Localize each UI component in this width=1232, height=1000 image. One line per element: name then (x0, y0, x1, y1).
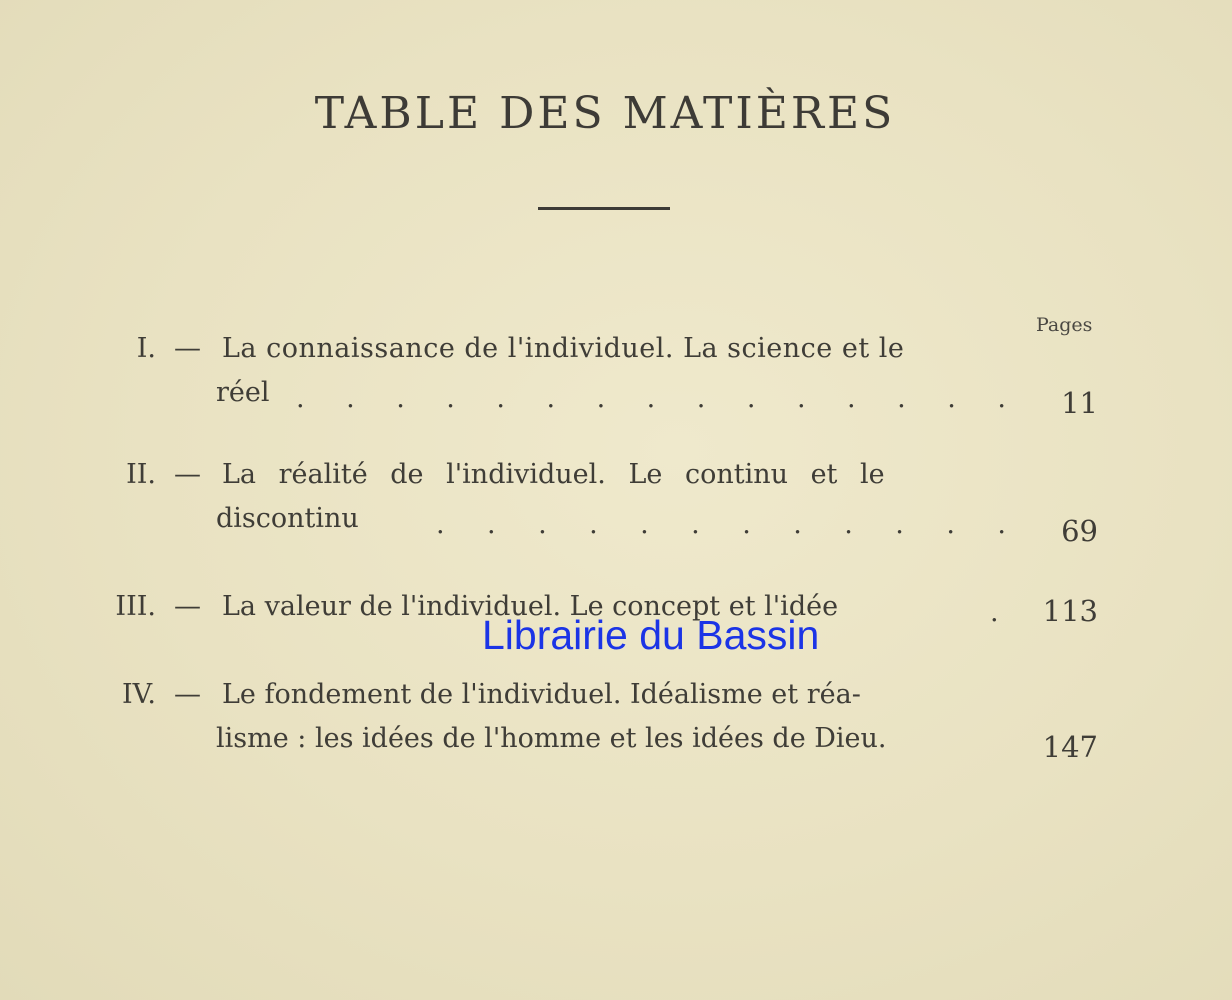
entry-number: IV. (121, 679, 156, 710)
entry-title-line2: lisme : les idées de l'homme et les idées de Dieu. (216, 723, 887, 754)
leader-dots: . (990, 597, 999, 628)
entry-dash: — (174, 459, 201, 490)
entry-title-line1 (222, 452, 1004, 498)
toc-entry (0, 326, 1232, 426)
entry-title-text: Le fondement de l'individuel. Idéalisme et réa- (222, 679, 861, 710)
entry-page-number: 113 (1042, 594, 1098, 628)
entry-page-number: 69 (1061, 514, 1098, 548)
entry-title-line2: discontinu (216, 503, 359, 534)
page-title: TABLE DES MATIÈRES (314, 88, 896, 139)
leader-dots: . . . . . . . . . . . . (436, 509, 1006, 540)
entry-page-number: 147 (1042, 730, 1098, 764)
entry-number: II. (126, 459, 156, 490)
leader-dots: . . . . . . . . . . . . . . . (296, 383, 1006, 414)
pages-column-header: Pages (1036, 314, 1093, 336)
entry-title-text: La réalité de l'individuel. Le continu et le (222, 459, 885, 490)
toc-entry (0, 672, 1232, 772)
entry-number: I. (136, 333, 156, 364)
entry-page-number: 11 (1061, 386, 1098, 420)
toc-entry (0, 452, 1232, 552)
title-rule (538, 207, 670, 210)
entry-dash: — (174, 591, 201, 622)
watermark-text: Librairie du Bassin (482, 612, 820, 658)
entry-title-line1 (222, 326, 1004, 372)
entry-title-line2: réel (216, 377, 270, 408)
entry-title-line1 (222, 672, 1002, 718)
entry-title-text: La valeur de l'individuel. Le concept et l'idée (222, 591, 839, 622)
entry-number: III. (115, 591, 156, 622)
entry-dash: — (174, 333, 201, 364)
entry-title-text: La connaissance de l'individuel. La science et le (222, 333, 905, 364)
entry-dash: — (174, 679, 201, 710)
